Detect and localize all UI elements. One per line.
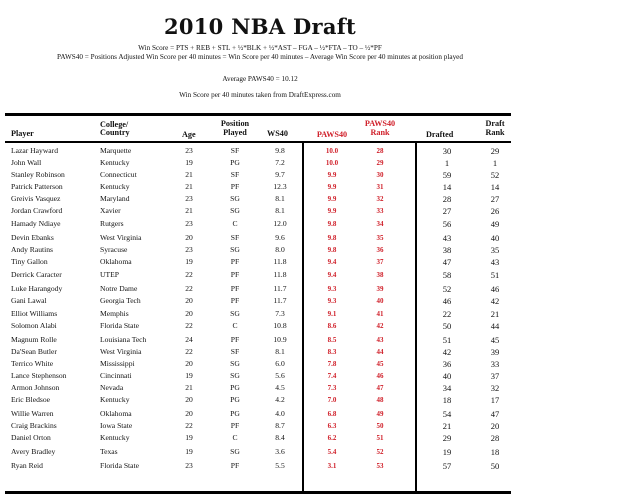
ws40-cell: 11.7 (273, 284, 287, 293)
position-cell: PG (230, 383, 240, 392)
drafted-pick-cell: 47 (442, 257, 452, 267)
age-cell: 20 (185, 296, 193, 305)
paws40-rank-cell: 45 (376, 360, 384, 368)
draft-rank-cell: 26 (490, 206, 500, 216)
position-cell: PF (230, 284, 240, 293)
draft-rank-cell: 33 (490, 359, 500, 369)
drafted-pick-cell: 1 (444, 158, 450, 168)
college-cell: Oklahoma (100, 409, 132, 418)
paws40-rank-cell: 41 (376, 310, 384, 318)
table-row (5, 420, 511, 432)
paws40-cell: 6.2 (327, 434, 337, 442)
age-cell: 22 (185, 321, 193, 330)
paws40-cell: 9.8 (327, 220, 337, 228)
table-row (5, 370, 511, 382)
drafted-pick-cell: 51 (442, 335, 452, 345)
draft-rank-cell: 29 (490, 146, 500, 156)
ws40-cell: 5.6 (275, 371, 285, 380)
drafted-pick-cell: 52 (442, 284, 452, 294)
paws40-cell: 9.3 (327, 285, 337, 293)
paws40-cell: 9.4 (327, 258, 337, 266)
paws40-cell: 5.4 (327, 448, 337, 456)
draft-rank-cell: 51 (490, 270, 500, 280)
source-note: Win Score per 40 minutes taken from DraftExpress.com (179, 91, 341, 99)
paws40-cell: 9.8 (327, 246, 337, 254)
college-cell: Cincinnati (100, 371, 132, 380)
drafted-pick-cell: 34 (442, 383, 452, 393)
college-cell: Kentucky (100, 395, 130, 404)
paws40-cell: 8.5 (327, 336, 337, 344)
ws40-cell: 10.9 (273, 335, 287, 344)
table-row (5, 145, 511, 157)
draft-rank-cell: 44 (490, 321, 500, 331)
paws40-rank-cell: 43 (376, 336, 384, 344)
draft-rank-cell: 49 (490, 219, 500, 229)
drafted-pick-cell: 54 (442, 409, 452, 419)
draft-rank-cell: 20 (490, 421, 500, 431)
college-cell: Georgia Tech (100, 296, 141, 305)
paws40-cell: 9.9 (327, 195, 337, 203)
paws40-rank-cell: 47 (376, 384, 384, 392)
college-cell: Florida State (100, 461, 140, 470)
player-name-cell: Stanley Robinson (11, 170, 65, 179)
age-cell: 22 (185, 421, 193, 430)
draft-rank-cell: 47 (490, 409, 500, 419)
header-draft-rank-2: Rank (485, 128, 505, 137)
position-cell: PG (230, 395, 240, 404)
drafted-pick-cell: 36 (442, 359, 452, 369)
college-cell: Louisiana Tech (100, 335, 147, 344)
paws40-rank-cell: 31 (376, 183, 384, 191)
drafted-pick-cell: 50 (442, 321, 452, 331)
ws40-cell: 4.2 (275, 395, 285, 404)
draft-rank-cell: 52 (490, 170, 500, 180)
draft-rank-cell: 43 (490, 257, 500, 267)
ws40-cell: 10.8 (273, 321, 287, 330)
table-row (5, 205, 511, 217)
table-row (5, 382, 511, 394)
draft-rank-cell: 1 (492, 158, 498, 168)
header-age: Age (182, 130, 196, 139)
draft-rank-cell: 14 (490, 182, 500, 192)
header-paws40-rank-2: Rank (370, 128, 390, 137)
paws40-rank-cell: 28 (376, 147, 384, 155)
draft-rank-cell: 27 (490, 194, 500, 204)
player-name-cell: Derrick Caracter (11, 270, 62, 279)
player-name-cell: Willie Warren (11, 409, 54, 418)
drafted-pick-cell: 21 (442, 421, 452, 431)
college-cell: Texas (100, 447, 118, 456)
paws40-cell: 8.3 (327, 348, 337, 356)
paws40-cell: 7.0 (327, 396, 337, 404)
college-cell: Marquette (100, 146, 132, 155)
paws40-cell: 9.1 (327, 310, 337, 318)
table-row (5, 308, 511, 320)
paws40-cell: 10.0 (325, 147, 339, 155)
table-row (5, 358, 511, 370)
position-cell: PG (230, 409, 240, 418)
position-cell: C (232, 433, 238, 442)
age-cell: 22 (185, 284, 193, 293)
draft-rank-cell: 18 (490, 447, 500, 457)
table-row (5, 181, 511, 193)
position-cell: SG (230, 206, 240, 215)
age-cell: 20 (185, 233, 193, 242)
age-cell: 20 (185, 359, 193, 368)
drafted-pick-cell: 14 (442, 182, 452, 192)
header-position-2: Played (223, 128, 247, 137)
paws40-rank-cell: 52 (376, 448, 384, 456)
draft-rank-cell: 35 (490, 245, 500, 255)
ws40-cell: 11.7 (273, 296, 287, 305)
drafted-pick-cell: 58 (442, 270, 452, 280)
age-cell: 24 (185, 335, 193, 344)
age-cell: 21 (185, 383, 193, 392)
paws40-cell: 10.0 (325, 159, 339, 167)
player-name-cell: Andy Rautins (11, 245, 53, 254)
college-cell: West Virginia (100, 233, 142, 242)
college-cell: Notre Dame (100, 284, 138, 293)
paws40-rank-cell: 51 (376, 434, 384, 442)
drafted-pick-cell: 46 (442, 296, 452, 306)
draft-rank-cell: 32 (490, 383, 500, 393)
position-cell: PF (230, 182, 240, 191)
ws40-cell: 9.8 (275, 146, 285, 155)
player-name-cell: John Wall (11, 158, 42, 167)
paws40-cell: 9.3 (327, 297, 337, 305)
ws40-cell: 8.0 (275, 245, 285, 254)
player-name-cell: Hamady Ndiaye (11, 219, 61, 228)
header-paws40: PAWS40 (316, 130, 348, 139)
draft-rank-cell: 46 (490, 284, 500, 294)
table-row (5, 460, 511, 472)
player-name-cell: Devin Ebanks (11, 233, 54, 242)
drafted-pick-cell: 56 (442, 219, 452, 229)
header-paws40-rank-1: PAWS40 (364, 119, 396, 128)
table-row (5, 334, 511, 346)
college-cell: Mississippi (100, 359, 135, 368)
paws40-rank-cell: 50 (376, 422, 384, 430)
player-name-cell: Solomon Alabi (11, 321, 57, 330)
drafted-pick-cell: 18 (442, 395, 452, 405)
college-cell: Maryland (100, 194, 130, 203)
ws40-cell: 11.8 (273, 270, 287, 279)
paws40-cell: 3.1 (327, 462, 337, 470)
player-name-cell: Magnum Rolle (11, 335, 57, 344)
player-name-cell: Armon Johnson (11, 383, 60, 392)
college-cell: Florida State (100, 321, 140, 330)
ws40-cell: 8.7 (275, 421, 285, 430)
position-cell: SG (230, 359, 240, 368)
paws40-rank-cell: 39 (376, 285, 384, 293)
table-row (5, 320, 511, 332)
drafted-pick-cell: 22 (442, 309, 452, 319)
age-cell: 21 (185, 170, 193, 179)
college-cell: Oklahoma (100, 257, 132, 266)
drafted-pick-cell: 38 (442, 245, 452, 255)
table-row (5, 218, 511, 230)
paws40-rank-cell: 33 (376, 207, 384, 215)
position-cell: SF (230, 233, 240, 242)
drafted-pick-cell: 29 (442, 433, 452, 443)
paws40-rank-cell: 53 (376, 462, 384, 470)
college-cell: Xavier (100, 206, 121, 215)
drafted-pick-cell: 42 (442, 347, 452, 357)
age-cell: 23 (185, 219, 193, 228)
paws40-rank-cell: 35 (376, 234, 384, 242)
player-name-cell: Gani Lawal (11, 296, 47, 305)
header-position-1: Position (220, 119, 250, 128)
player-name-cell: Greivis Vasquez (11, 194, 61, 203)
ws40-cell: 4.0 (275, 409, 285, 418)
player-name-cell: Elliot Williams (11, 309, 58, 318)
table-row (5, 157, 511, 169)
player-name-cell: Patrick Patterson (11, 182, 63, 191)
college-cell: Connecticut (100, 170, 137, 179)
age-cell: 19 (185, 158, 193, 167)
paws40-cell: 9.9 (327, 171, 337, 179)
drafted-pick-cell: 30 (442, 146, 452, 156)
paws40-rank-cell: 48 (376, 396, 384, 404)
position-cell: SG (230, 371, 240, 380)
position-cell: C (232, 321, 238, 330)
ws40-cell: 5.5 (275, 461, 285, 470)
average-paws40: Average PAWS40 = 10.12 (222, 75, 298, 83)
table-row (5, 256, 511, 268)
position-cell: SG (230, 309, 240, 318)
age-cell: 23 (185, 194, 193, 203)
paws40-cell: 9.9 (327, 183, 337, 191)
paws40-rank-cell: 29 (376, 159, 384, 167)
paws40-cell: 6.8 (327, 410, 337, 418)
player-name-cell: Craig Brackins (11, 421, 57, 430)
paws40-cell: 7.8 (327, 360, 337, 368)
draft-rank-cell: 21 (490, 309, 500, 319)
paws40-rank-cell: 49 (376, 410, 384, 418)
drafted-pick-cell: 57 (442, 461, 452, 471)
header-drafted: Drafted (426, 130, 454, 139)
age-cell: 19 (185, 447, 193, 456)
page-title: 2010 NBA Draft (163, 14, 357, 39)
drafted-pick-cell: 59 (442, 170, 452, 180)
age-cell: 22 (185, 270, 193, 279)
paws40-rank-cell: 30 (376, 171, 384, 179)
position-cell: PF (230, 335, 240, 344)
ws40-cell: 4.5 (275, 383, 285, 392)
table-row (5, 169, 511, 181)
paws40-cell: 9.9 (327, 207, 337, 215)
paws40-cell: 9.8 (327, 234, 337, 242)
drafted-pick-cell: 28 (442, 194, 452, 204)
college-cell: Memphis (100, 309, 129, 318)
paws40-rank-cell: 37 (376, 258, 384, 266)
drafted-pick-cell: 19 (442, 447, 452, 457)
ws40-cell: 8.1 (275, 347, 285, 356)
header-rule (5, 141, 511, 143)
draft-rank-cell: 45 (490, 335, 500, 345)
header-college-1: College/ (100, 120, 129, 129)
position-cell: PF (230, 296, 240, 305)
ws40-cell: 8.4 (275, 433, 285, 442)
college-cell: Kentucky (100, 433, 130, 442)
position-cell: PF (230, 257, 240, 266)
position-cell: SF (230, 170, 240, 179)
position-cell: SG (230, 245, 240, 254)
header-player: Player (11, 129, 34, 138)
table-row (5, 269, 511, 281)
ws40-cell: 11.8 (273, 257, 287, 266)
position-cell: PF (230, 421, 240, 430)
table-row (5, 346, 511, 358)
paws40-rank-cell: 34 (376, 220, 384, 228)
ws40-cell: 9.7 (275, 170, 285, 179)
age-cell: 23 (185, 245, 193, 254)
drafted-pick-cell: 43 (442, 233, 452, 243)
age-cell: 21 (185, 182, 193, 191)
table-row (5, 446, 511, 458)
paws40-rank-cell: 38 (376, 271, 384, 279)
draft-rank-cell: 50 (490, 461, 500, 471)
player-name-cell: Luke Harangody (11, 284, 63, 293)
player-name-cell: Lance Stephenson (11, 371, 67, 380)
paws40-rank-cell: 32 (376, 195, 384, 203)
position-cell: C (232, 219, 238, 228)
player-name-cell: Lazar Hayward (11, 146, 59, 155)
paws40-rank-cell: 46 (376, 372, 384, 380)
position-cell: SF (230, 146, 240, 155)
college-cell: West Virginia (100, 347, 142, 356)
position-cell: SG (230, 194, 240, 203)
player-name-cell: Tiny Gallon (11, 257, 48, 266)
ws40-cell: 8.1 (275, 194, 285, 203)
player-name-cell: Ryan Reid (11, 461, 43, 470)
table-row (5, 295, 511, 307)
ws40-cell: 3.6 (275, 447, 285, 456)
ws40-cell: 7.3 (275, 309, 285, 318)
table-row (5, 432, 511, 444)
college-cell: UTEP (100, 270, 119, 279)
age-cell: 23 (185, 146, 193, 155)
paws40-cell: 8.6 (327, 322, 337, 330)
draft-rank-cell: 39 (490, 347, 500, 357)
age-cell: 20 (185, 409, 193, 418)
player-name-cell: Daniel Orton (11, 433, 51, 442)
age-cell: 21 (185, 206, 193, 215)
table-row (5, 193, 511, 205)
college-cell: Kentucky (100, 158, 130, 167)
ws40-cell: 12.3 (273, 182, 287, 191)
drafted-pick-cell: 27 (442, 206, 452, 216)
paws40-cell: 9.4 (327, 271, 337, 279)
position-cell: PF (230, 461, 240, 470)
paws40-cell: 7.4 (327, 372, 337, 380)
paws40-rank-cell: 36 (376, 246, 384, 254)
age-cell: 19 (185, 257, 193, 266)
paws40-rank-cell: 44 (376, 348, 384, 356)
draft-rank-cell: 28 (490, 433, 500, 443)
paws40-cell: 7.3 (327, 384, 337, 392)
player-name-cell: Da'Sean Butler (11, 347, 57, 356)
age-cell: 23 (185, 461, 193, 470)
player-name-cell: Avery Bradley (11, 447, 56, 456)
player-name-cell: Eric Bledsoe (11, 395, 51, 404)
age-cell: 22 (185, 347, 193, 356)
table-header (5, 116, 511, 141)
drafted-pick-cell: 40 (442, 371, 452, 381)
ws40-cell: 6.0 (275, 359, 285, 368)
ws40-cell: 7.2 (275, 158, 285, 167)
header-draft-rank-1: Draft (485, 119, 505, 128)
player-name-cell: Jordan Crawford (11, 206, 63, 215)
paws40-formula: PAWS40 = Positions Adjusted Win Score per 40 minutes = Win Score per 40 minutes – Average Win Score per 40 minutes at position played (57, 53, 463, 61)
college-cell: Nevada (100, 383, 124, 392)
college-cell: Iowa State (100, 421, 133, 430)
draft-rank-cell: 17 (490, 395, 500, 405)
ws40-cell: 9.6 (275, 233, 285, 242)
draft-rank-cell: 40 (490, 233, 500, 243)
player-name-cell: Terrico White (11, 359, 54, 368)
header-college-2: Country (100, 128, 130, 137)
age-cell: 20 (185, 309, 193, 318)
position-cell: PF (230, 270, 240, 279)
header-ws40: WS40 (267, 129, 288, 138)
paws40-rank-cell: 42 (376, 322, 384, 330)
paws40-cell: 6.3 (327, 422, 337, 430)
position-cell: SG (230, 447, 240, 456)
age-cell: 19 (185, 433, 193, 442)
win-score-formula: Win Score = PTS + REB + STL + ½*BLK + ½*AST – FGA – ½*FTA – TO – ½*PF (138, 44, 382, 52)
table-row (5, 244, 511, 256)
ws40-cell: 8.1 (275, 206, 285, 215)
paws40-rank-cell: 40 (376, 297, 384, 305)
college-cell: Syracuse (100, 245, 128, 254)
age-cell: 20 (185, 395, 193, 404)
table-row (5, 408, 511, 420)
position-cell: PG (230, 158, 240, 167)
draft-rank-cell: 37 (490, 371, 500, 381)
position-cell: SF (230, 347, 240, 356)
table-row (5, 394, 511, 406)
college-cell: Rutgers (100, 219, 124, 228)
college-cell: Kentucky (100, 182, 130, 191)
table-row (5, 283, 511, 295)
table-row (5, 232, 511, 244)
age-cell: 19 (185, 371, 193, 380)
ws40-cell: 12.0 (273, 219, 287, 228)
draft-rank-cell: 42 (490, 296, 500, 306)
